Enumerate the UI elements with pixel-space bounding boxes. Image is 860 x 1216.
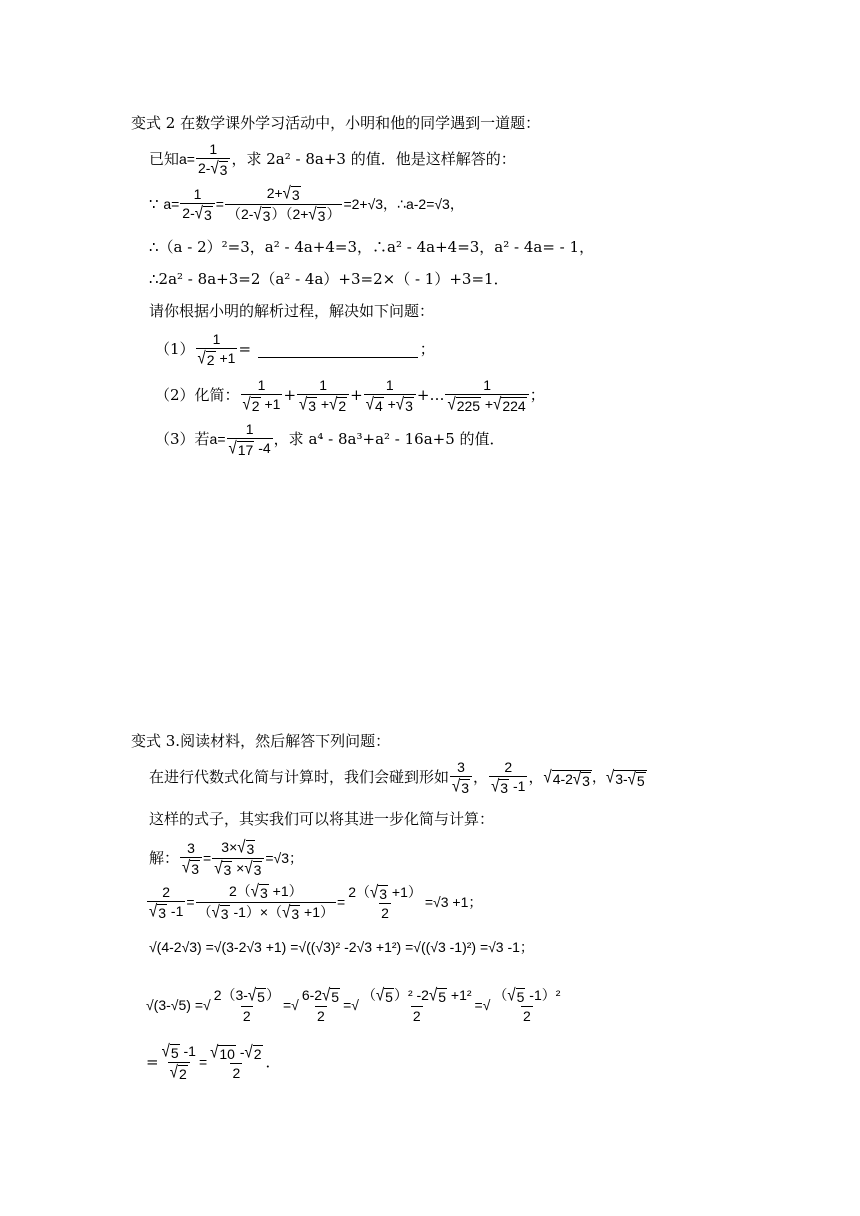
question-2: （2）化简： 1 √ 2 +1 + 1 √ 3 + √ 2 + 1 √ 4 + √ 3 +… 1 √ 225 + √ 224 ； [155,377,545,415]
result-2: 2 √ 3 -1 = 2（ √ 3 +1） （ √ 3 -1）×（ √ 3 +1） = 2（ √ 3 +1） 2 =√3 +1； [149,881,483,923]
result-3: √(4-2√3) =√(3-2√3 +1) =√((√3)² -2√3 +1²) =√((√3 -1)²) =√3 -1； [149,939,534,955]
question-1: （1） 1 √ 2 +1 = ； [155,331,435,369]
solution-line-1: ∵ a= 1 2- √ 3 = 2+ √ 3 （2- √ 3 ）（2+ √ 3 ） =2+√3，∴a-2=√3， [149,183,464,225]
answer-blank[interactable] [258,343,418,358]
section3-title: 变式 3.阅读材料，然后解答下列问题： [131,732,391,750]
section2-title: 变式 2 在数学课外学习活动中，小明和他的同学遇到一道题： [131,114,541,132]
intro-line: 在进行代数式化简与计算时，我们会碰到形如 3 √ 3 ， 2 √ 3 -1 ， √ 4-2 √ 3 ， √ 3- √ 5 [149,759,645,797]
solution-line-3: ∴2a² - 8a+3=2（a² - 4a）+3=2×（ - 1）+3=1． [149,270,509,288]
given-line: 已知a= 1 2- √ 3 ，求 2a² - 8a+3 的值．他是这样解答的： [149,141,516,179]
result-1: 解： 3 √ 3 = 3× √ 3 √ 3 × √ 3 =√3； [149,837,304,879]
intro-line-2: 这样的式子，其实我们可以将其进一步化简与计算： [149,810,495,828]
solution-line-2: ∴（a - 2）²=3，a² - 4a+4=3，∴a² - 4a+4=3，a² - 4a= - 1， [149,238,595,256]
question-3: （3）若a= 1 √ 17 -4 ，求 a⁴ - 8a³+a² - 16a+5 的值． [155,421,505,459]
result-5: = √ 5 -1 √ 2 = √ 10 - √ 2 2 ． [146,1041,281,1083]
result-4: √(3-√5) =√ 2（3- √ 5 ） 2 =√ 6-2 √ 5 2 =√ （ √ 5 ）² -2 √ 5 +1² 2 =√ （ √ 5 -1）² 2 [146,985,561,1025]
instruction: 请你根据小明的解析过程，解决如下问题： [149,302,435,320]
